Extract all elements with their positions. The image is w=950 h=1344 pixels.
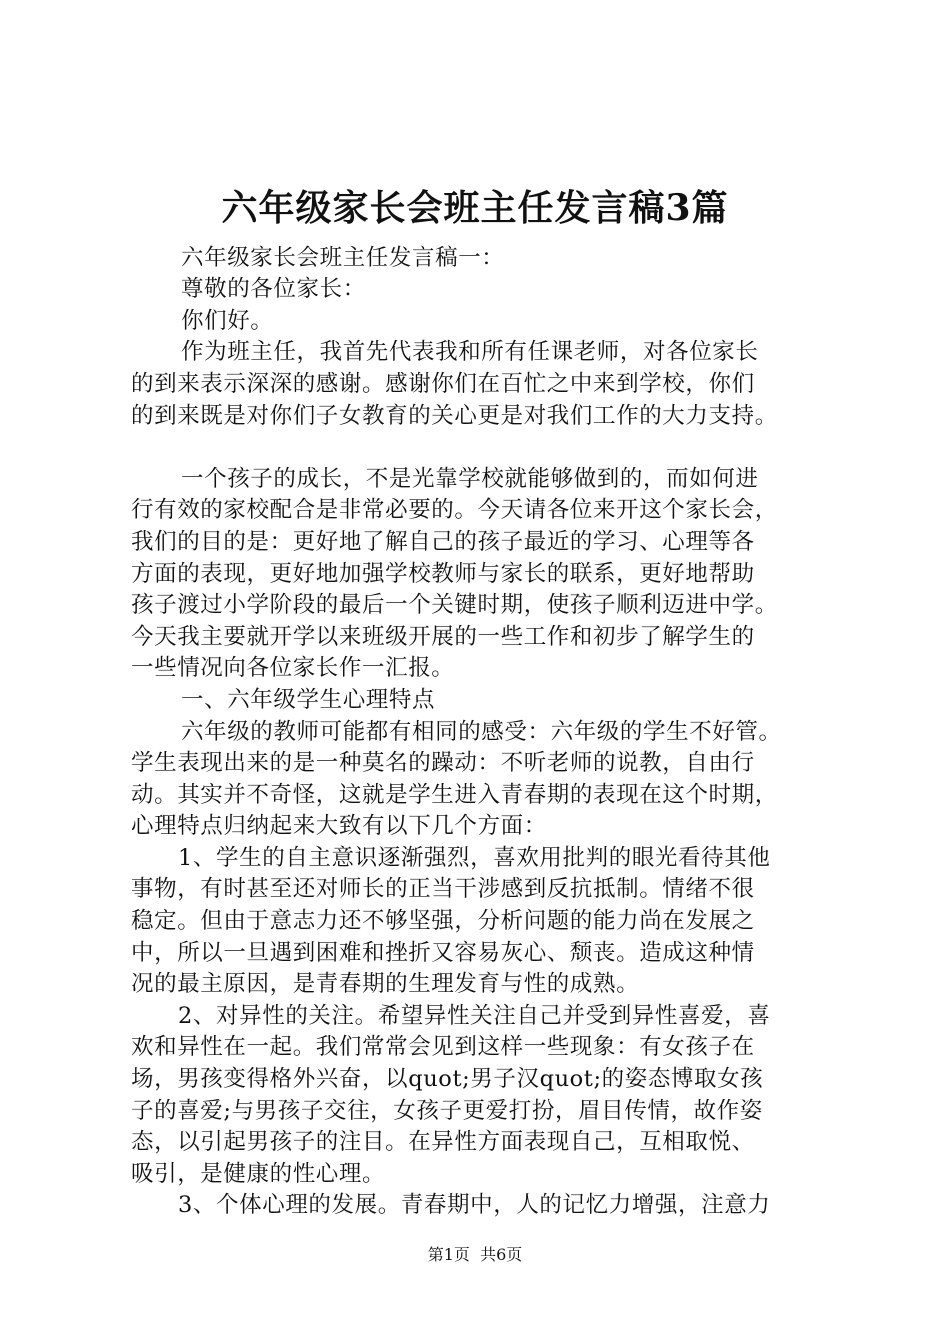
document-title: 六年级家长会班主任发言稿3篇 <box>221 187 729 229</box>
text-line: 作为班主任，我首先代表我和所有任课老师，对各位家长 <box>181 339 759 366</box>
text-line: 六年级家长会班主任发言稿一： <box>181 244 505 271</box>
text-line: 你们好。 <box>181 307 274 334</box>
text-line: 动。其实并不奇怪，这就是学生进入青春期的表现在这个时期， <box>131 781 778 808</box>
document-body <box>131 211 831 1222</box>
text-line: 场，男孩变得格外兴奋，以quot;男子汉quot;的姿态博取女孩 <box>131 1066 764 1093</box>
text-line: 六年级的教师可能都有相同的感受：六年级的学生不好管。 <box>181 718 782 745</box>
text-line: 行有效的家校配合是非常必要的。今天请各位来开这个家长会， <box>131 497 778 524</box>
text-line: 3、个体心理的发展。青春期中，人的记忆力增强，注意力 <box>178 1192 771 1219</box>
text-line: 的到来表示深深的感谢。感谢你们在百忙之中来到学校，你们 <box>131 370 755 397</box>
text-line: 态，以引起男孩子的注目。在异性方面表现自己，互相取悦、 <box>131 1129 755 1156</box>
text-line: 子的喜爱;与男孩子交往，女孩子更爱打扮，眉目传情，故作姿 <box>131 1097 763 1124</box>
text-line: 事物，有时甚至还对师长的正当干涉感到反抗抵制。情绪不很 <box>131 876 755 903</box>
text-line: 欢和异性在一起。我们常常会见到这样一些现象：有女孩子在 <box>131 1034 755 1061</box>
text-line: 况的最主原因，是青春期的生理发育与性的成熟。 <box>131 971 640 998</box>
text-line: 学生表现出来的是一种莫名的躁动：不听老师的说教，自由行 <box>131 750 755 777</box>
text-line: 2、对异性的关注。希望异性关注自己并受到异性喜爱，喜 <box>178 1002 771 1029</box>
text-line: 1、学生的自主意识逐渐强烈，喜欢用批判的眼光看待其他 <box>178 844 771 871</box>
text-line: 方面的表现，更好地加强学校教师与家长的联系，更好地帮助 <box>131 560 755 587</box>
text-line: 中，所以一旦遇到困难和挫折又容易灰心、颓丧。造成这种情 <box>131 939 755 966</box>
page-footer: 第1页 共6页 <box>427 1245 523 1264</box>
text-line: 的到来既是对你们子女教育的关心更是对我们工作的大力支持。 <box>131 402 778 429</box>
text-line: 我们的目的是：更好地了解自己的孩子最近的学习、心理等各 <box>131 528 755 555</box>
text-line: 尊敬的各位家长： <box>181 276 366 303</box>
text-line: 心理特点归纳起来大致有以下几个方面： <box>131 813 547 840</box>
text-line: 孩子渡过小学阶段的最后一个关键时期，使孩子顺利迈进中学。 <box>131 592 778 619</box>
text-line: 稳定。但由于意志力还不够坚强，分析问题的能力尚在发展之 <box>131 908 755 935</box>
text-line: 今天我主要就开学以来班级开展的一些工作和初步了解学生的 <box>131 623 755 650</box>
text-line: 一些情况向各位家长作一汇报。 <box>131 655 455 682</box>
text-line: 一个孩子的成长，不是光靠学校就能够做到的，而如何进 <box>181 465 759 492</box>
section-heading: 一、六年级学生心理特点 <box>181 686 436 713</box>
text-line: 吸引，是健康的性心理。 <box>131 1160 386 1187</box>
